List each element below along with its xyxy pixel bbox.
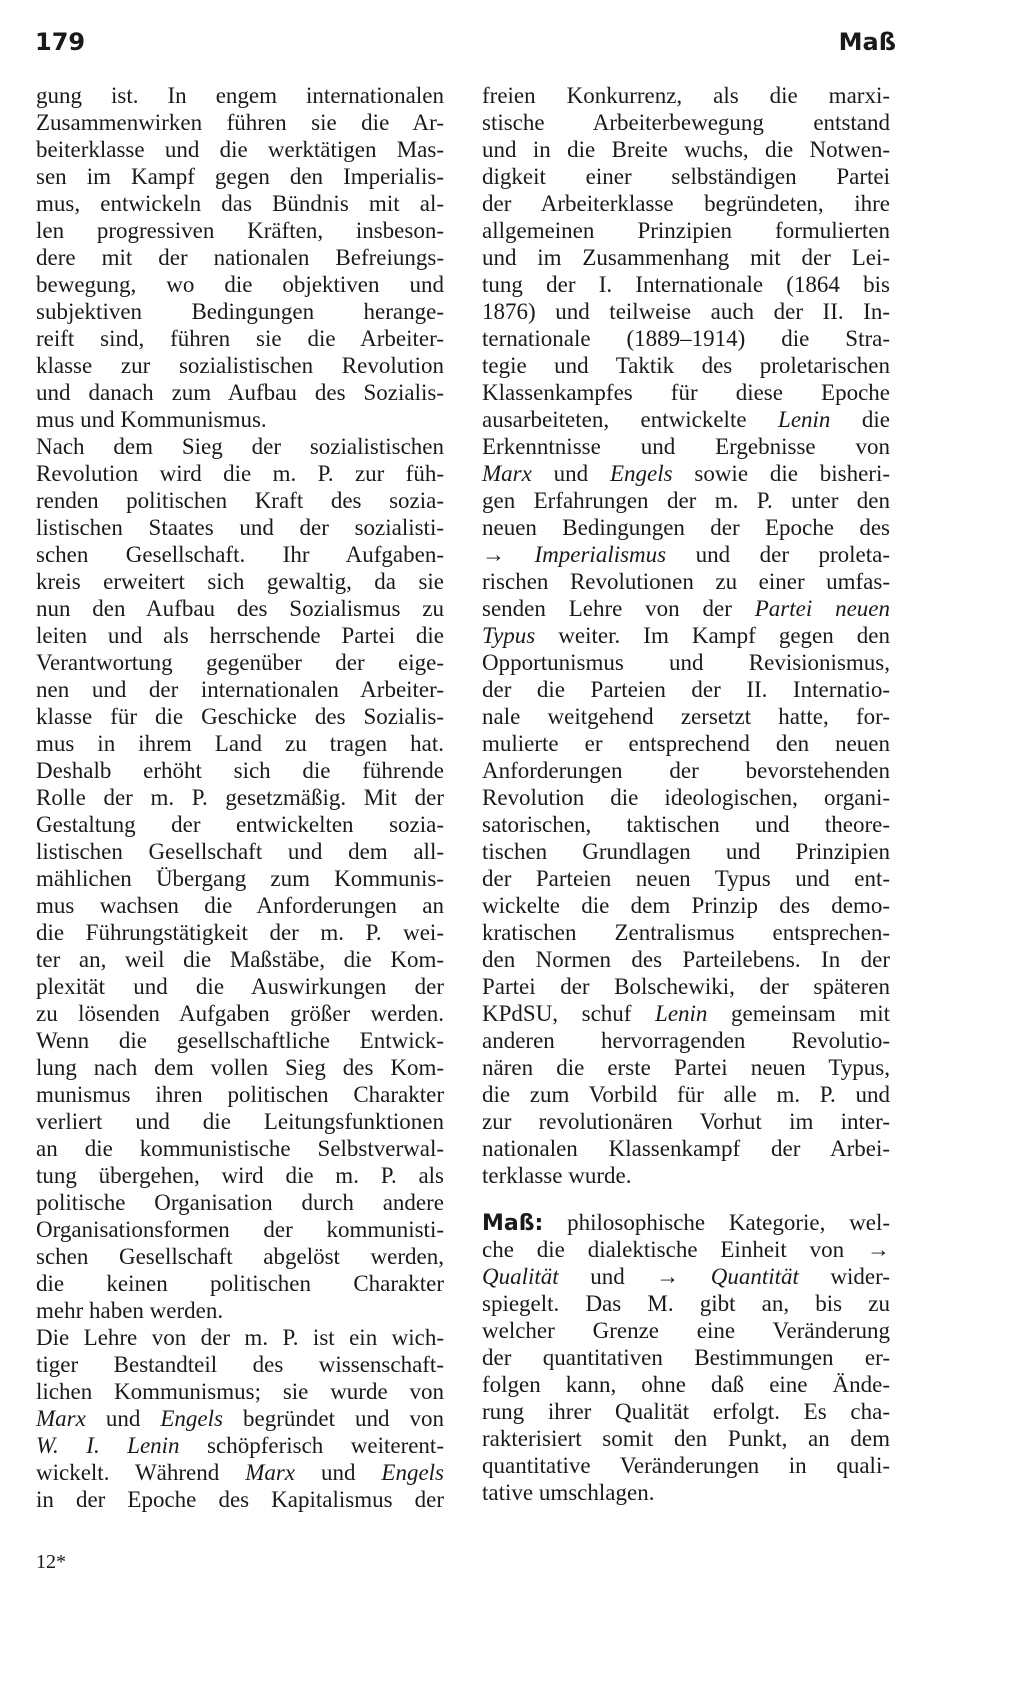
text-segment: und — [295, 1460, 382, 1485]
text-line: zur revolutionären Vorhut im inter- — [482, 1109, 890, 1134]
text-line: Klassenkampfes für diese Epoche — [482, 380, 890, 405]
text-line: ternationale (1889–1914) die Stra- — [482, 326, 890, 351]
text-line — [482, 1000, 890, 1027]
text-line: nationalen Klassenkampf der Arbei- — [482, 1136, 890, 1161]
text-line: Revolution die ideologischen, organi- — [482, 785, 890, 810]
signature-mark: 12* — [36, 1551, 66, 1573]
text-line: kreis erweitert sich gewaltig, da sie — [36, 569, 444, 594]
text-line: satorischen, taktischen und theore- — [482, 812, 890, 837]
text-line: verliert und die Leitungsfunktionen — [36, 1109, 444, 1134]
text-line — [482, 595, 890, 622]
text-line: listischen Gesellschaft und dem all- — [36, 839, 444, 864]
text-line — [36, 1432, 444, 1459]
text-line: tung übergehen, wird die m. P. als — [36, 1163, 444, 1188]
text-line: klasse zur sozialistischen Revolution — [36, 353, 444, 378]
text-line: die Führungstätigkeit der m. P. wei- — [36, 920, 444, 945]
text-line: listischen Staates und der sozialisti- — [36, 515, 444, 540]
text-line: Nach dem Sieg der sozialistischen — [36, 434, 444, 459]
text-line: tung der I. Internationale (1864 bis — [482, 272, 890, 297]
text-line: und in die Breite wuchs, die Notwen- — [482, 137, 890, 162]
text-line — [482, 406, 890, 433]
text-line: gung ist. In engem internationalen — [36, 83, 444, 108]
text-segment: senden Lehre von der — [482, 596, 755, 621]
text-line: mus, entwickeln das Bündnis mit al- — [36, 191, 444, 216]
text-line: mulierte er entsprechend den neuen — [482, 731, 890, 756]
text-line: der Arbeiterklasse begründeten, ihre — [482, 191, 890, 216]
text-line: der quantitativen Bestimmungen er- — [482, 1345, 890, 1370]
text-segment: und → — [558, 1264, 711, 1289]
text-line: anderen hervorragenden Revolutio- — [482, 1028, 890, 1053]
text-line: und im Zusammenhang mit der Lei- — [482, 245, 890, 270]
text-line: die zum Vorbild für alle m. P. und — [482, 1082, 890, 1107]
text-line — [482, 1209, 890, 1236]
text-line: rung ihrer Qualität erfolgt. Es cha- — [482, 1399, 890, 1424]
text-line: reift sind, führen sie die Arbeiter- — [36, 326, 444, 351]
text-segment: und — [85, 1406, 161, 1431]
text-segment: ausarbeiteten, entwickelte — [482, 407, 779, 432]
text-line — [482, 460, 890, 487]
text-line: Gestaltung der entwickelten sozia- — [36, 812, 444, 837]
text-line: plexität und die Auswirkungen der — [36, 974, 444, 999]
text-line: neuen Bedingungen der Epoche des — [482, 515, 890, 540]
text-line: klasse für die Geschicke des Sozialis- — [36, 704, 444, 729]
text-line: ter an, weil die Maßstäbe, die Kom- — [36, 947, 444, 972]
text-line: lung nach dem vollen Sieg des Kom- — [36, 1055, 444, 1080]
text-line: folgen kann, ohne daß eine Ände- — [482, 1372, 890, 1397]
text-line: tiger Bestandteil des wissenschaft- — [36, 1352, 444, 1377]
text-line: renden politischen Kraft des sozia- — [36, 488, 444, 513]
text-line: mus und Kommunismus. — [36, 407, 267, 432]
text-line: Organisationsformen der kommunisti- — [36, 1217, 444, 1242]
text-segment: weiter. Im Kampf gegen den — [535, 623, 890, 648]
text-line: tischen Grundlagen und Prinzipien — [482, 839, 890, 864]
text-line: rischen Revolutionen zu einer umfas- — [482, 569, 890, 594]
text-line — [482, 622, 890, 649]
text-line: mus wachsen die Anforderungen an — [36, 893, 444, 918]
text-line: munismus ihren politischen Charakter — [36, 1082, 444, 1107]
italic-term: Typus — [482, 623, 536, 648]
text-line: nen und der internationalen Arbeiter- — [36, 677, 444, 702]
text-line: terklasse wurde. — [482, 1163, 632, 1188]
text-line: 1876) und teilweise auch der II. In- — [482, 299, 890, 324]
text-segment: und der proleta- — [666, 542, 890, 567]
text-line: schen Gesellschaft. Ihr Aufgaben- — [36, 542, 444, 567]
text-line: dere mit der nationalen Befreiungs- — [36, 245, 444, 270]
text-line: welcher Grenze eine Veränderung — [482, 1318, 890, 1343]
italic-term: W. I. Lenin — [36, 1433, 180, 1458]
text-line: den Normen des Parteilebens. In der — [482, 947, 890, 972]
text-line: Partei der Bolschewiki, der späteren — [482, 974, 890, 999]
text-line: nale weitgehend zersetzt hatte, for- — [482, 704, 890, 729]
text-segment: und — [531, 461, 610, 486]
text-segment: wider- — [798, 1264, 890, 1289]
text-line: mehr haben werden. — [36, 1298, 224, 1323]
text-line: der Parteien neuen Typus und ent- — [482, 866, 890, 891]
text-segment: gemeinsam mit — [707, 1001, 890, 1026]
text-line: quantitative Veränderungen in quali- — [482, 1453, 890, 1478]
italic-term: Marx — [245, 1460, 296, 1485]
text-line: Erkenntnisse und Ergebnisse von — [482, 434, 890, 459]
text-line: zu lösenden Aufgaben größer werden. — [36, 1001, 444, 1026]
italic-term: Marx — [36, 1406, 86, 1431]
text-segment: begründet und von — [222, 1406, 445, 1431]
text-line: der die Parteien der II. Internatio- — [482, 677, 890, 702]
italic-term: Imperialismus — [534, 542, 667, 567]
text-line: subjektiven Bedingungen herange- — [36, 299, 444, 324]
text-line: Die Lehre von der m. P. ist ein wich- — [36, 1325, 444, 1350]
left-text-column — [36, 82, 444, 1513]
text-line — [36, 1459, 444, 1486]
running-head: Maß — [838, 28, 896, 56]
text-line: Zusammenwirken führen sie die Ar- — [36, 110, 444, 135]
text-line: spiegelt. Das M. gibt an, bis zu — [482, 1291, 890, 1316]
text-line: mus in ihrem Land zu tragen hat. — [36, 731, 444, 756]
text-line: die keinen politischen Charakter — [36, 1271, 444, 1296]
text-line — [36, 1405, 444, 1432]
right-text-column — [482, 82, 890, 1506]
text-line: an die kommunistische Selbstverwal- — [36, 1136, 444, 1161]
text-line: stische Arbeiterbewegung entstand — [482, 110, 890, 135]
text-segment: → — [482, 542, 535, 567]
text-line: schen Gesellschaft abgelöst werden, — [36, 1244, 444, 1269]
text-line: gen Erfahrungen der m. P. unter den — [482, 488, 890, 513]
text-line: tegie und Taktik des proletarischen — [482, 353, 890, 378]
text-line — [482, 541, 890, 568]
italic-term: Quantität — [710, 1264, 799, 1289]
italic-term: Lenin — [655, 1001, 708, 1026]
text-segment: wickelt. Während — [36, 1460, 246, 1485]
text-segment: KPdSU, schuf — [482, 1001, 656, 1026]
text-line: Wenn die gesellschaftliche Entwick- — [36, 1028, 444, 1053]
text-line: freien Konkurrenz, als die marxi- — [482, 83, 890, 108]
italic-term: Partei neuen — [754, 596, 890, 621]
text-line: bewegung, wo die objektiven und — [36, 272, 444, 297]
italic-term: Qualität — [482, 1264, 559, 1289]
text-line — [482, 1263, 890, 1290]
text-line: beiterklasse und die werktätigen Mas- — [36, 137, 444, 162]
text-line: Anforderungen der bevorstehenden — [482, 758, 890, 783]
text-segment: schöpferisch weiterent- — [179, 1433, 444, 1458]
text-line: nären die erste Partei neuen Typus, — [482, 1055, 890, 1080]
text-line: Revolution wird die m. P. zur füh- — [36, 461, 444, 486]
text-line: Verantwortung gegenüber der eige- — [36, 650, 444, 675]
text-line: Rolle der m. P. gesetzmäßig. Mit der — [36, 785, 444, 810]
text-segment: die — [830, 407, 890, 432]
text-line: nun den Aufbau des Sozialismus zu — [36, 596, 444, 621]
italic-term: Lenin — [778, 407, 831, 432]
text-line: politische Organisation durch andere — [36, 1190, 444, 1215]
entry-headword: Maß: — [482, 1211, 544, 1236]
italic-term: Engels — [609, 461, 673, 486]
page-number: 179 — [35, 28, 86, 56]
italic-term: Marx — [482, 461, 532, 486]
text-segment: philosophische Kategorie, wel- — [543, 1210, 890, 1235]
text-line: tative umschlagen. — [482, 1480, 655, 1505]
italic-term: Engels — [381, 1460, 444, 1485]
text-line: len progressiven Kräften, insbeson- — [36, 218, 444, 243]
text-line: leiten und als herrschende Partei die — [36, 623, 444, 648]
text-line: rakterisiert somit den Punkt, an dem — [482, 1426, 890, 1451]
text-line: allgemeinen Prinzipien formulierten — [482, 218, 890, 243]
text-segment: sowie die bisheri- — [672, 461, 891, 486]
text-line: wickelte die dem Prinzip des demo- — [482, 893, 890, 918]
italic-term: Engels — [160, 1406, 223, 1431]
text-line: che die dialektische Einheit von → — [482, 1237, 890, 1262]
text-line: mählichen Übergang zum Kommunis- — [36, 866, 444, 891]
text-line: Deshalb erhöht sich die führende — [36, 758, 444, 783]
text-line: in der Epoche des Kapitalismus der — [36, 1487, 444, 1512]
text-line: digkeit einer selbständigen Partei — [482, 164, 890, 189]
text-line: Opportunismus und Revisionismus, — [482, 650, 890, 675]
text-line: sen im Kampf gegen den Imperialis- — [36, 164, 444, 189]
text-line: und danach zum Aufbau des Sozialis- — [36, 380, 444, 405]
text-line: kratischen Zentralismus entsprechen- — [482, 920, 890, 945]
text-line: lichen Kommunismus; sie wurde von — [36, 1379, 444, 1404]
